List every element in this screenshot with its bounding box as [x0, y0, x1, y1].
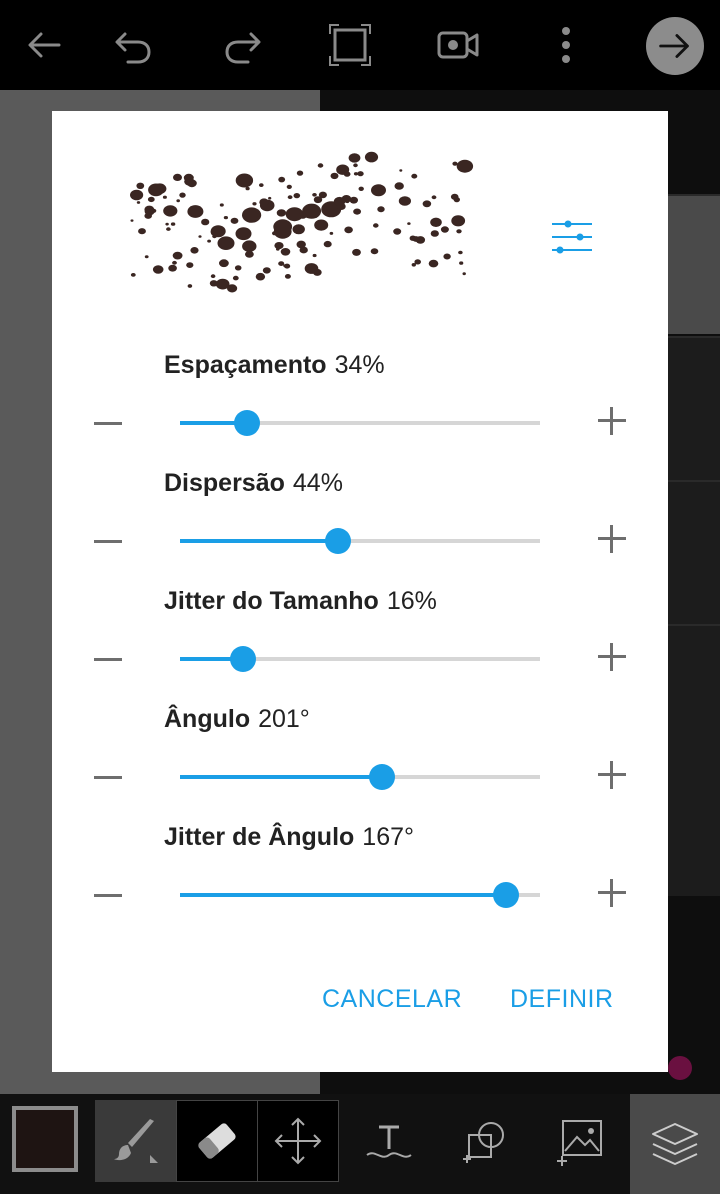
layers-icon [649, 1118, 701, 1170]
slider-name: Dispersão [164, 469, 285, 497]
increase-button[interactable] [594, 521, 630, 557]
layer-thumbnail[interactable] [668, 194, 720, 334]
text-icon [363, 1115, 415, 1167]
next-arrow-icon [653, 24, 697, 68]
brush-settings-dialog [52, 111, 668, 1072]
slider-row [52, 587, 668, 705]
decrease-button[interactable] [90, 641, 126, 677]
increase-button[interactable] [594, 639, 630, 675]
slider-value: 34% [334, 351, 385, 379]
eraser-icon [191, 1115, 243, 1167]
sliders-settings-icon[interactable] [548, 217, 596, 257]
slider-track[interactable] [180, 775, 540, 779]
slider-name: Espaçamento [164, 351, 327, 379]
slider-value: 167° [362, 823, 415, 851]
decrease-button[interactable] [90, 405, 126, 441]
move-tool[interactable] [257, 1100, 339, 1182]
fullscreen-icon[interactable] [320, 16, 380, 74]
increase-button[interactable] [594, 875, 630, 911]
increase-button[interactable] [594, 403, 630, 439]
slider-label [164, 587, 437, 616]
slider-track[interactable] [180, 893, 540, 897]
slider-thumb[interactable] [234, 410, 260, 436]
slider-row [52, 351, 668, 469]
layer-thumbnail[interactable] [668, 480, 720, 624]
layer-thumbnail[interactable] [668, 624, 720, 896]
brush-tool[interactable] [95, 1100, 177, 1182]
slider-name: Jitter do Tamanho [164, 587, 379, 615]
slider-thumb[interactable] [325, 528, 351, 554]
secondary-color-dot[interactable] [668, 1056, 692, 1080]
slider-track[interactable] [180, 421, 540, 425]
undo-icon[interactable] [104, 16, 164, 74]
eraser-tool[interactable] [176, 1100, 258, 1182]
shape-icon [459, 1115, 511, 1167]
increase-button[interactable] [594, 757, 630, 793]
slider-label [164, 469, 343, 498]
slider-track[interactable] [180, 539, 540, 543]
slider-value: 201° [258, 705, 310, 733]
slider-row [52, 823, 668, 941]
next-button[interactable] [646, 17, 704, 75]
brush-icon [110, 1115, 162, 1167]
redo-icon[interactable] [212, 16, 272, 74]
slider-fill [180, 893, 506, 897]
slider-label [164, 823, 414, 852]
brush-stroke-preview [122, 147, 482, 307]
slider-thumb[interactable] [230, 646, 256, 672]
cancel-button[interactable]: CANCELAR [322, 985, 463, 1013]
slider-fill [180, 539, 338, 543]
slider-thumb[interactable] [369, 764, 395, 790]
text-tool[interactable] [348, 1100, 430, 1182]
slider-label [164, 351, 385, 380]
move-icon [272, 1115, 324, 1167]
slider-name: Ângulo [164, 705, 251, 733]
decrease-button[interactable] [90, 759, 126, 795]
video-record-icon[interactable] [428, 16, 488, 74]
image-tool[interactable] [538, 1100, 620, 1182]
color-swatch[interactable] [12, 1106, 78, 1172]
slider-track[interactable] [180, 657, 540, 661]
layers-tool[interactable] [630, 1094, 720, 1194]
slider-value: 44% [292, 469, 343, 497]
slider-fill [180, 775, 382, 779]
slider-name: Jitter de Ângulo [164, 823, 355, 851]
decrease-button[interactable] [90, 877, 126, 913]
more-vertical-icon[interactable] [536, 16, 596, 74]
slider-row [52, 469, 668, 587]
define-button[interactable]: DEFINIR [510, 985, 614, 1013]
decrease-button[interactable] [90, 523, 126, 559]
image-icon [553, 1115, 605, 1167]
layer-thumbnail[interactable] [668, 336, 720, 480]
top-toolbar [0, 0, 720, 90]
shape-tool[interactable] [444, 1100, 526, 1182]
slider-label [164, 705, 310, 734]
slider-value: 16% [386, 587, 437, 615]
back-arrow-icon[interactable] [14, 16, 74, 74]
slider-thumb[interactable] [493, 882, 519, 908]
slider-row [52, 705, 668, 823]
